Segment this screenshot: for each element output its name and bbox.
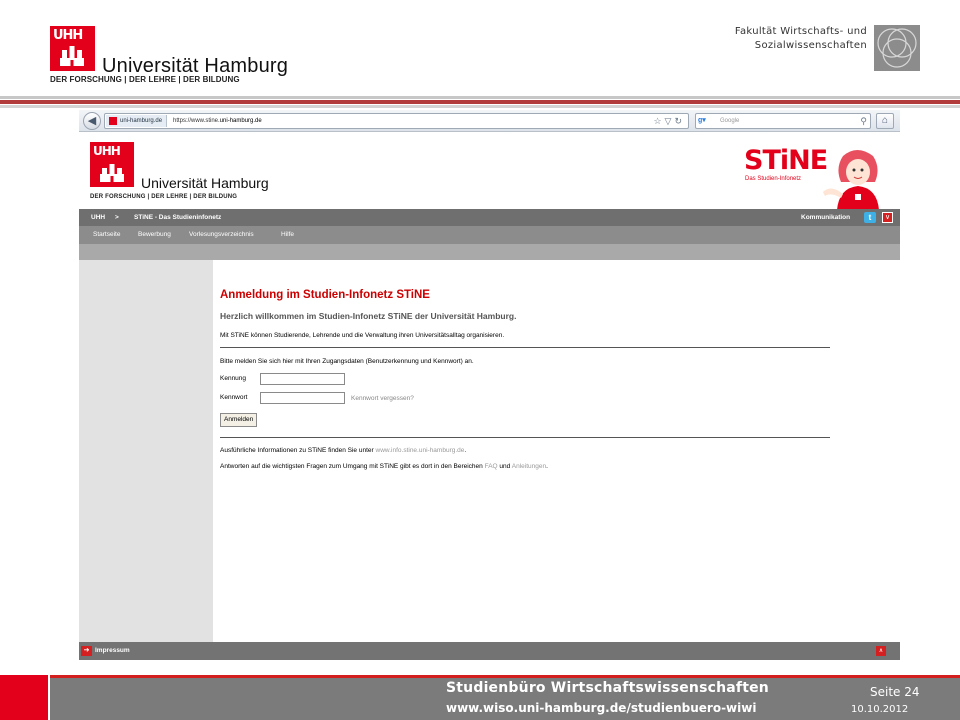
- welcome-text: Herzlich willkommen im Studien-Infonetz STiNE der Universität Hamburg.: [220, 311, 517, 321]
- star-icon[interactable]: ☆: [653, 116, 665, 126]
- address-bar[interactable]: [104, 113, 689, 129]
- breadcrumb-home[interactable]: UHH: [91, 214, 106, 221]
- faq-text-1: Antworten auf die wichtigsten Fragen zum Umgang mit STiNE gibt es dort in den Bereichen: [220, 463, 483, 470]
- impressum-link[interactable]: Impressum: [95, 647, 130, 654]
- mascot-illustration: [821, 148, 893, 210]
- twitter-icon[interactable]: t: [864, 212, 876, 223]
- faculty-logo-icon: [874, 25, 920, 71]
- university-tagline: DER FORSCHUNG | DER LEHRE | DER BILDUNG: [50, 75, 240, 84]
- login-button[interactable]: Anmelden: [220, 413, 257, 427]
- login-prompt: Bitte melden Sie sich hier mit Ihren Zugangsdaten (Benutzerkennung und Kennwort) an.: [220, 358, 474, 365]
- stine-university-name: Universität Hamburg: [141, 175, 269, 191]
- page-label: Seite: [870, 685, 901, 699]
- google-icon[interactable]: g▾: [698, 117, 706, 124]
- browser-toolbar: [79, 110, 900, 132]
- info-text: Ausführliche Informationen zu STiNE finden Sie unter: [220, 447, 374, 454]
- browser-screenshot: [79, 110, 900, 660]
- header-divider: [0, 96, 960, 108]
- faculty-line-2: Sozialwissenschaften: [754, 40, 867, 51]
- footer-red-block: [0, 675, 48, 720]
- magnifier-icon[interactable]: ⚲: [860, 116, 867, 126]
- breadcrumb-separator: >: [115, 214, 119, 221]
- page-title: Anmeldung im Studien-Infonetz STiNE: [220, 289, 430, 301]
- castle-icon: [100, 162, 124, 182]
- kennwort-label: Kennwort: [220, 394, 248, 401]
- impressum-bar: [79, 642, 900, 660]
- castle-icon: [60, 46, 84, 66]
- search-placeholder: Google: [720, 118, 740, 124]
- breadcrumb-bar: [79, 209, 900, 226]
- footer-red-line: [0, 675, 960, 678]
- faq-line: [220, 463, 548, 470]
- chevron-up-icon[interactable]: ∧: [876, 646, 886, 656]
- kennung-input[interactable]: [260, 373, 345, 385]
- uhh-logo-text: UHH: [53, 28, 83, 43]
- forgot-password-link[interactable]: Kennwort vergessen?: [351, 395, 414, 402]
- back-arrow-icon[interactable]: ◀: [83, 112, 101, 130]
- site-identity-badge[interactable]: [106, 115, 167, 127]
- url-action-icons: [653, 114, 685, 128]
- url-prefix: https://www.stine.: [173, 118, 220, 124]
- nav-item-vorlesungsverzeichnis[interactable]: Vorlesungsverzeichnis: [189, 231, 254, 238]
- dropdown-icon[interactable]: ▽: [664, 116, 675, 126]
- info-link[interactable]: www.info.stine.uni-hamburg.de: [375, 447, 465, 454]
- reload-icon[interactable]: ↻: [674, 116, 685, 126]
- nav-item-bewerbung[interactable]: Bewerbung: [138, 231, 171, 238]
- stine-brand-logo[interactable]: STiNE: [744, 145, 828, 176]
- stine-brand-subtitle: Das Studien-Infonetz: [745, 176, 802, 182]
- search-bar[interactable]: [695, 113, 871, 129]
- footer-url: www.wiso.uni-hamburg.de/studienbuero-wiwi: [446, 701, 757, 715]
- stine-uhh-logo-text: UHH: [93, 144, 120, 158]
- url-text: [173, 115, 262, 127]
- footer-title: Studienbüro Wirtschaftswissenschaften: [446, 680, 769, 696]
- uhh-logo-mark: [50, 26, 95, 71]
- divider: [220, 347, 830, 348]
- home-icon[interactable]: ⌂: [876, 113, 894, 129]
- site-identity-text: uni-hamburg.de: [120, 118, 163, 124]
- left-sidebar: [79, 260, 213, 642]
- page-number-value: 24: [904, 685, 920, 699]
- breadcrumb-current[interactable]: STiNE - Das Studieninfonetz: [134, 214, 222, 221]
- faq-link[interactable]: FAQ: [484, 463, 498, 470]
- info-line: [220, 447, 466, 454]
- info-end: .: [464, 447, 467, 454]
- faculty-name: [735, 25, 867, 53]
- arrow-right-icon[interactable]: ➜: [81, 646, 92, 656]
- kennwort-input[interactable]: [260, 392, 345, 404]
- page-number: [870, 685, 920, 699]
- university-name: Universität Hamburg: [102, 55, 289, 77]
- nav-spacer-strip: [79, 244, 900, 260]
- slide-footer: [0, 675, 960, 720]
- faq-text-2: und: [499, 463, 511, 470]
- intro-text: Mit STiNE können Studierende, Lehrende und die Verwaltung ihren Universitätsalltag organisieren.: [220, 332, 505, 339]
- divider: [220, 437, 830, 438]
- faculty-line-1: Fakultät Wirtschafts- und: [734, 26, 867, 37]
- favicon-icon: [109, 117, 117, 125]
- nav-item-startseite[interactable]: Startseite: [93, 231, 121, 238]
- faq-end: .: [546, 463, 548, 470]
- kommunikation-link[interactable]: Kommunikation: [801, 214, 851, 221]
- stine-uhh-logo-mark[interactable]: [90, 142, 134, 187]
- main-nav: [79, 226, 900, 244]
- nav-item-hilfe[interactable]: Hilfe: [281, 231, 295, 238]
- kennung-label: Kennung: [220, 375, 247, 382]
- stine-university-tagline: DER FORSCHUNG | DER LEHRE | DER BILDUNG: [90, 194, 238, 200]
- slide-date: 10.10.2012: [851, 704, 909, 715]
- url-host: uni-hamburg.de: [219, 118, 262, 124]
- chevron-down-icon[interactable]: ∨: [882, 212, 893, 223]
- anleitungen-link[interactable]: Anleitungen: [511, 463, 547, 470]
